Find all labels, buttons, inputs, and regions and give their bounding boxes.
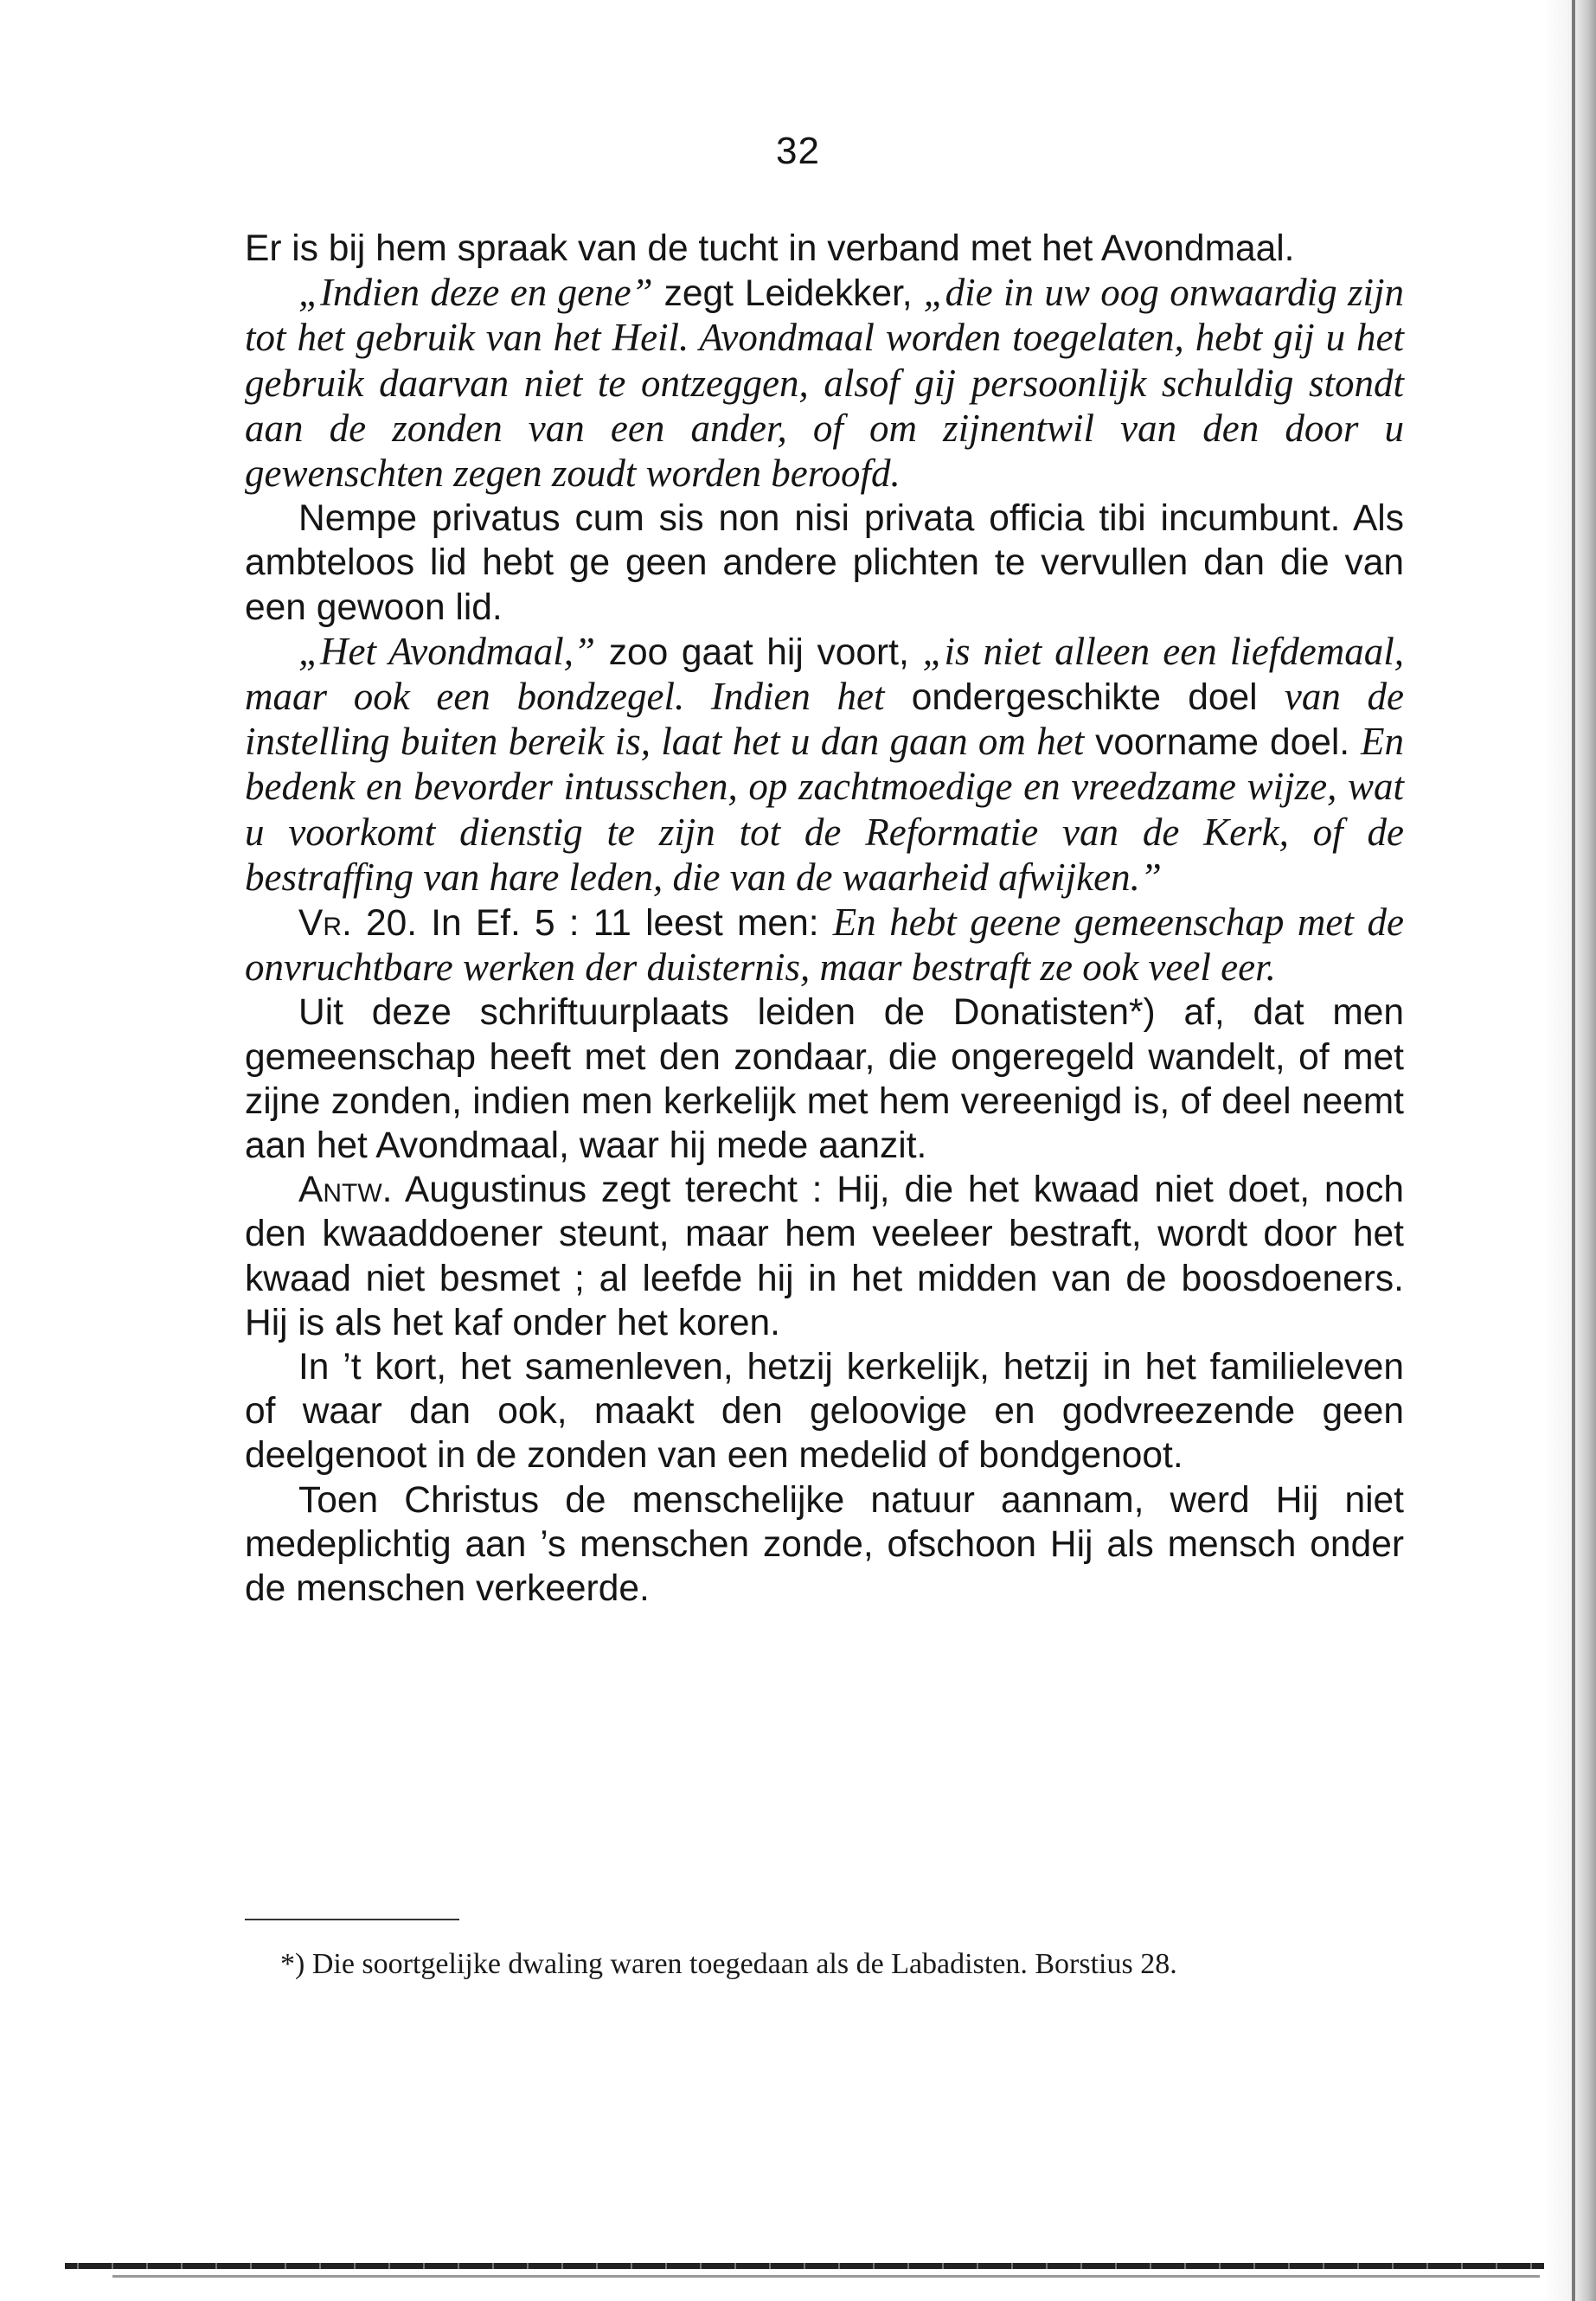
paragraph-7 [245, 1168, 1404, 1345]
paragraph-2 [245, 271, 1404, 497]
footnote-rule [245, 1919, 459, 1920]
paragraph-9 [245, 1478, 1404, 1612]
bottom-border-rule [65, 2263, 1544, 2269]
text-run: „is niet alleen een liefdemaal, maar ook een bondzegel. Indien het [245, 629, 1405, 719]
text-run: Toen Christus de menschelijke natuur aannam, werd Hij niet medeplichtig aan ’s menschen zonde, ofschoon Hij als mensch onder de menschen verkeerde. [245, 1479, 1404, 1610]
text-run: zegt Leidekker, [652, 273, 924, 315]
paragraph-8 [245, 1345, 1404, 1478]
paragraph-3 [245, 497, 1404, 630]
page-edge-line [1572, 0, 1575, 2301]
text-run: Augustinus zegt terecht : Hij, die het kwaad niet doet, noch den kwaaddoener steunt, maar hem veeleer bestraft, wordt door het kwaad niet besmet ; al leefde hij in het midden van de boosdoeners. Hij is als het kaf onder het koren. [245, 1170, 1404, 1343]
text-run: Uit deze schriftuurplaats leiden de Donatisten*) af, dat men gemeenschap heeft met den zondaar, die ongeregeld wandelt, of met zijne zonden, indien men kerkelijk met hem vereenigd is, of deel neemt aan het Avondmaal, waar hij mede aanzit. [245, 992, 1404, 1167]
paragraph-6 [245, 990, 1404, 1168]
paragraph-1 [245, 227, 1404, 271]
page-edge-shadow [1544, 0, 1596, 2301]
paragraph-5 [245, 901, 1404, 990]
footnote-text: *) Die soortgelijke dwaling waren toegedaan als de Labadisten. Borstius 28. [280, 1948, 1177, 1980]
text-run: „Het Avondmaal,” [298, 629, 596, 673]
main-text [245, 227, 1404, 1611]
text-run: Er is bij hem spraak van de tucht in verband met het Avondmaal. [245, 228, 1295, 269]
text-run: „die in uw oog onwaardig zijn tot het gebruik van het Heil. Avondmaal worden toegelaten, hebt gij u het gebruik daarvan niet te ontzeggen, alsof gij persoonlijk schuldig stondt aan de zonden van een ander, of om zijnentwil van den door u gewenschten zegen zoudt worden beroofd. [245, 271, 1404, 496]
text-run: voorname doel. [1084, 722, 1361, 764]
paragraph-4 [245, 630, 1404, 901]
bottom-border-rule-secondary [112, 2275, 1540, 2278]
text-run: ondergeschikte doel [884, 677, 1285, 719]
text-run: Antw. [298, 1170, 393, 1211]
footnote [260, 1946, 1410, 1983]
text-run: En hebt geene gemeenschap met de onvruchtbare werken der duisternis, maar bestraft ze ook veel eer. [245, 901, 1404, 990]
text-run: In ’t kort, het samenleven, hetzij kerkelijk, hetzij in het familieleven of waar dan ook, maakt den geloovige en godvreezende geen deelgenoot in de zonden van een medelid of bondgenoot. [245, 1347, 1404, 1477]
page-number: 32 [776, 130, 820, 172]
text-run: „Indien deze en gene” [298, 271, 653, 315]
text-run: En bedenk en bevorder intusschen, op zachtmoedige en vreedzame wijze, wat u voorkomt dienstig te zijn tot de Reformatie van de Kerk, of de bestraffing van hare leden, die van de waarheid afwijken.” [245, 720, 1404, 899]
text-run: van de instelling buiten bereik is, laat het u dan gaan om het [245, 675, 1404, 764]
text-run: zoo gaat hij voort, [595, 631, 923, 673]
text-run: 20. In Ef. 5 : 11 leest men: [351, 903, 833, 945]
text-run: Vr. [298, 903, 352, 945]
text-run: Nempe privatus cum sis non nisi privata officia tibi incumbunt. Als ambteloos lid hebt ge geen andere plichten te vervullen dan die van een gewoon lid. [245, 498, 1404, 628]
